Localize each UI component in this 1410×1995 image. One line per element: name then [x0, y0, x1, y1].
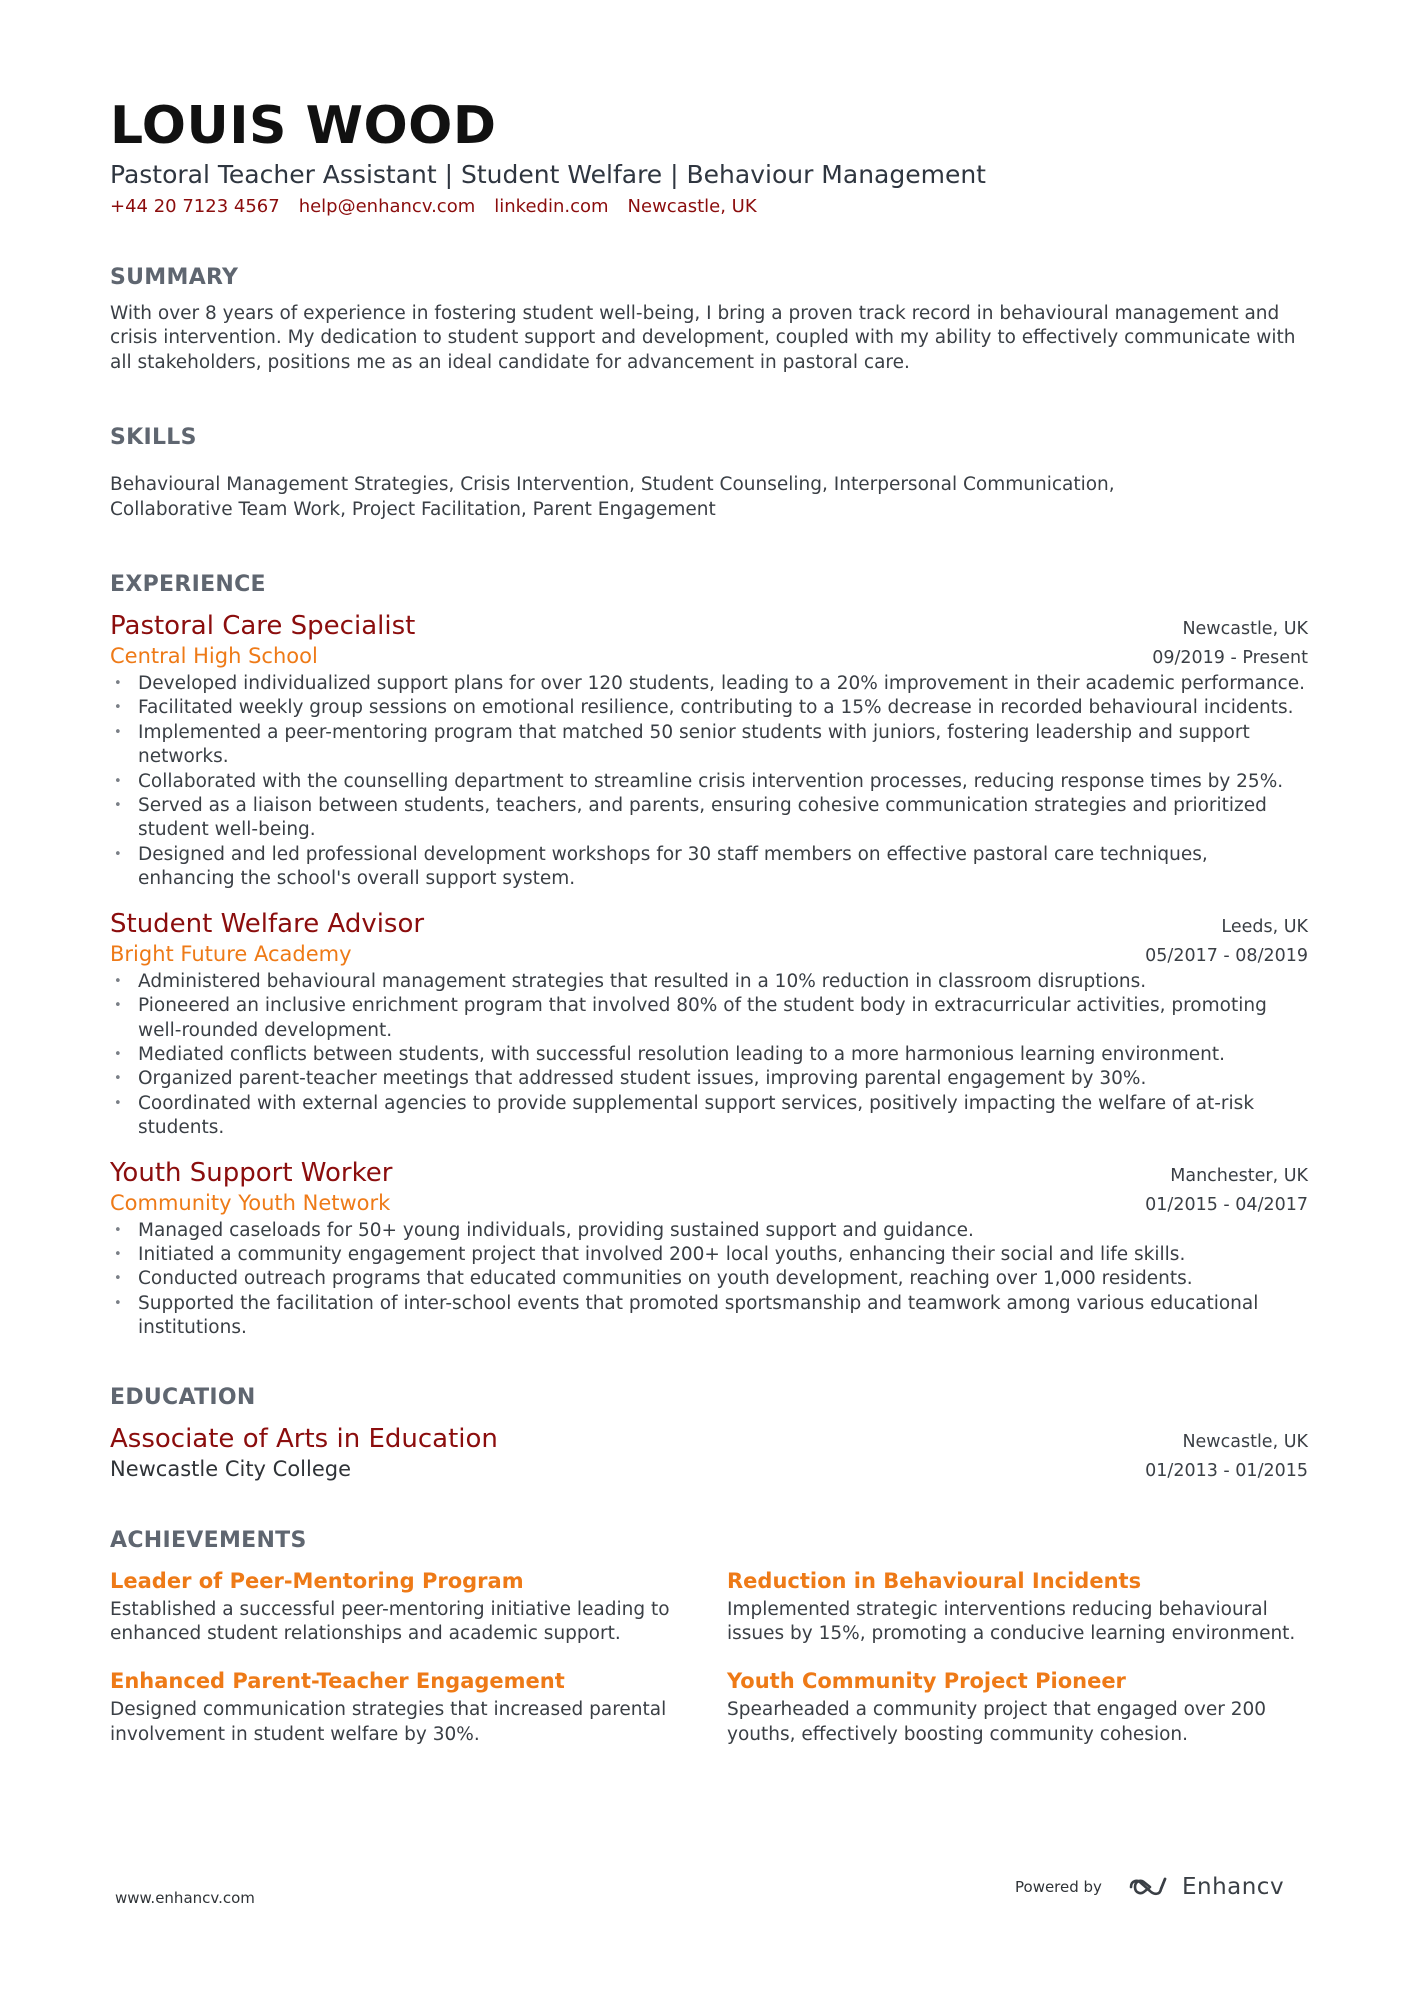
job-bullet: • Implemented a peer-mentoring program that matched 50 senior students with juniors, fostering leadership and support networks.	[110, 721, 1308, 770]
job-bullet: • Served as a liaison between students, teachers, and parents, ensuring cohesive communication strategies and prioritized student well-being.	[110, 794, 1308, 843]
achievement-title: Enhanced Parent-Teacher Engagement	[110, 1669, 565, 1694]
job-bullet: • Initiated a community engagement project that involved 200+ local youths, enhancing their social and life skills.	[110, 1243, 1308, 1267]
job-bullet: • Collaborated with the counselling department to streamline crisis intervention processes, reducing response times by 25%.	[110, 770, 1308, 794]
achievement-item	[110, 1666, 727, 1747]
job-bullets	[110, 970, 1308, 1141]
job-location: Manchester, UK	[1170, 1165, 1308, 1186]
resume-page	[110, 96, 1308, 1747]
skills-line: Collaborative Team Work, Project Facilitation, Parent Engagement	[110, 498, 716, 520]
section-title: EDUCATION	[110, 1384, 256, 1410]
job-company: Community Youth Network	[110, 1190, 391, 1215]
education-section	[110, 1383, 1308, 1484]
powered-by-label: Powered by	[1015, 1878, 1102, 1896]
achievement-desc: Established a successful peer-mentoring initiative leading to enhanced student relationships and academic support.	[110, 1598, 670, 1644]
section-title: SKILLS	[110, 425, 197, 451]
achievement-title: Leader of Peer-Mentoring Program	[110, 1568, 524, 1593]
job-title: Student Welfare Advisor	[110, 908, 425, 939]
contact-info	[110, 194, 1308, 220]
skills-list	[110, 473, 1308, 522]
job-dates: 09/2019 - Present	[1152, 648, 1308, 669]
school-name: Newcastle City College	[110, 1456, 352, 1481]
job-bullet: • Supported the facilitation of inter-school events that promoted sportsmanship and teamwork among various educational institutions.	[110, 1292, 1308, 1341]
skills-section	[110, 423, 1308, 522]
job-bullet: • Mediated conflicts between students, with successful resolution leading to a more harmonious learning environment.	[110, 1043, 1308, 1067]
job-bullet: • Administered behavioural management strategies that resulted in a 10% reduction in classroom disruptions.	[110, 970, 1308, 994]
achievement-item	[110, 1566, 727, 1647]
section-title: EXPERIENCE	[110, 572, 266, 598]
achievement-desc: Spearheaded a community project that engaged over 200 youths, effectively boosting community cohesion.	[727, 1699, 1267, 1745]
enhancv-logo-icon	[1128, 1874, 1172, 1900]
education-dates: 01/2013 - 01/2015	[1145, 1460, 1308, 1481]
candidate-headline: Pastoral Teacher Assistant | Student Welfare | Behaviour Management	[110, 160, 986, 189]
job-bullet: • Developed individualized support plans for over 120 students, leading to a 20% improvement in their academic performance.	[110, 672, 1308, 696]
job-entry	[110, 908, 1308, 1141]
job-location: Newcastle, UK	[1182, 619, 1308, 640]
job-bullet: • Pioneered an inclusive enrichment program that involved 80% of the student body in extracurricular activities, promoting well-rounded development.	[110, 994, 1308, 1043]
achievements-grid	[110, 1566, 1308, 1748]
resume-header	[110, 96, 1308, 220]
summary-text: With over 8 years of experience in fostering student well-being, I bring a proven track record in behavioural management and crisis intervention. My dedication to student support and development, coupled with my ability to effectively communicate with all stakeholders, positions me as an ideal candidate for advancement in pastoral care.	[110, 303, 1296, 373]
skills-line: Behavioural Management Strategies, Crisis Intervention, Student Counseling, Interpersonal Communication,	[110, 474, 1115, 496]
contact-linkedin[interactable]: linkedin.com	[494, 196, 609, 217]
achievement-title: Reduction in Behavioural Incidents	[727, 1568, 1142, 1593]
job-bullet: • Coordinated with external agencies to provide supplemental support services, positively impacting the welfare of at-risk students.	[110, 1092, 1308, 1141]
footer-website[interactable]: www.enhancv.com	[115, 1889, 255, 1907]
contact-location: Newcastle, UK	[627, 196, 757, 217]
job-bullets	[110, 672, 1308, 892]
job-bullets	[110, 1219, 1308, 1341]
job-bullet: • Designed and led professional development workshops for 30 staff members on effective pastoral care techniques, enhancing the school's overall support system.	[110, 843, 1308, 892]
education-location: Newcastle, UK	[1182, 1431, 1308, 1452]
achievement-item	[727, 1566, 1308, 1647]
degree-title: Associate of Arts in Education	[110, 1423, 498, 1454]
job-entry	[110, 610, 1308, 892]
contact-phone[interactable]: +44 20 7123 4567	[110, 196, 280, 217]
education-entry	[110, 1423, 1308, 1484]
contact-email[interactable]: help@enhancv.com	[298, 196, 476, 217]
achievement-title: Youth Community Project Pioneer	[727, 1669, 1126, 1694]
candidate-name: LOUIS WOOD	[110, 96, 497, 156]
summary-section	[110, 263, 1308, 375]
footer-branding[interactable]	[1015, 1874, 1284, 1900]
job-bullet: • Managed caseloads for 50+ young individuals, providing sustained support and guidance.	[110, 1219, 1308, 1243]
job-company: Central High School	[110, 644, 318, 669]
job-bullet: • Organized parent-teacher meetings that addressed student issues, improving parental engagement by 30%.	[110, 1067, 1308, 1091]
job-dates: 01/2015 - 04/2017	[1145, 1194, 1308, 1215]
experience-section	[110, 570, 1308, 1341]
job-title: Youth Support Worker	[110, 1157, 393, 1188]
job-company: Bright Future Academy	[110, 941, 352, 966]
job-bullet: • Facilitated weekly group sessions on emotional resilience, contributing to a 15% decrease in recorded behavioural incidents.	[110, 696, 1308, 720]
enhancv-logo-text: Enhancv	[1181, 1874, 1285, 1900]
job-title: Pastoral Care Specialist	[110, 611, 416, 642]
job-entry	[110, 1157, 1308, 1341]
job-dates: 05/2017 - 08/2019	[1145, 945, 1308, 966]
section-title: SUMMARY	[110, 265, 239, 290]
achievement-desc: Implemented strategic interventions reducing behavioural issues by 15%, promoting a conducive learning environment.	[727, 1598, 1296, 1644]
achievement-item	[727, 1666, 1308, 1747]
job-bullet: • Conducted outreach programs that educated communities on youth development, reaching over 1,000 residents.	[110, 1267, 1308, 1291]
section-title: ACHIEVEMENTS	[110, 1527, 307, 1553]
achievement-desc: Designed communication strategies that increased parental involvement in student welfare by 30%.	[110, 1699, 667, 1745]
achievements-section	[110, 1526, 1308, 1748]
job-location: Leeds, UK	[1221, 916, 1308, 937]
